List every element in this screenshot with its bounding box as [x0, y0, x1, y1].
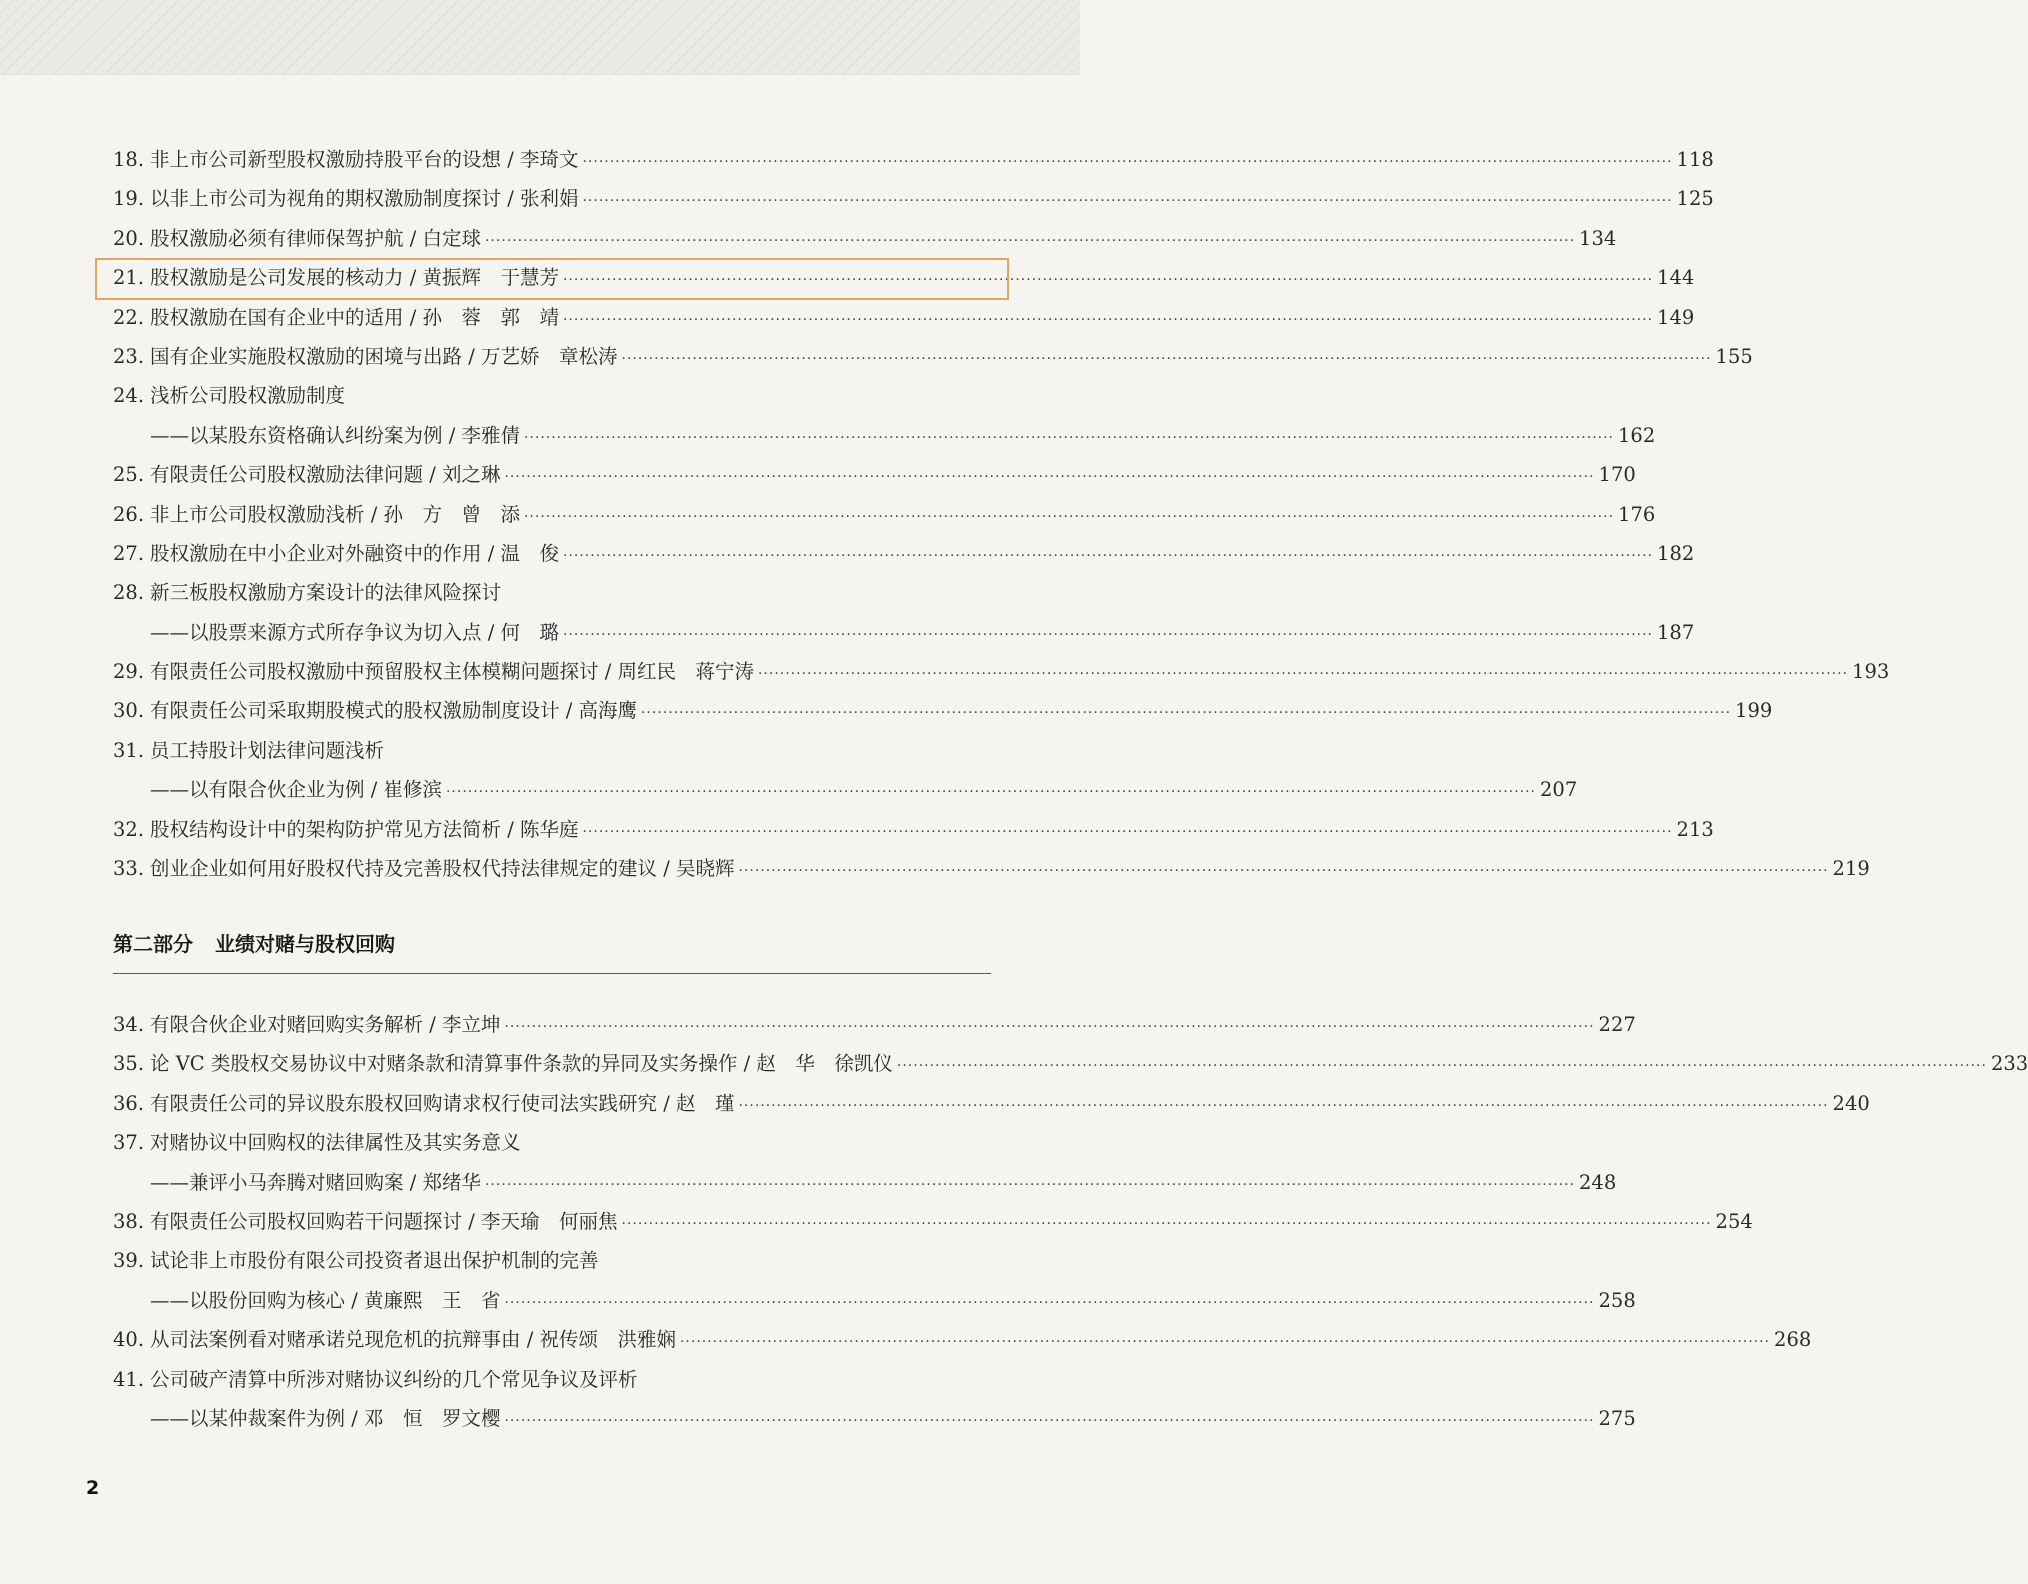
entry-title: 公司破产清算中所涉对赌协议纠纷的几个常见争议及评析 — [150, 1367, 638, 1391]
entry-page: 149 — [1657, 305, 1695, 329]
entry-page: 125 — [1676, 187, 1714, 211]
entry-number: 38. — [113, 1209, 145, 1233]
entry-title: 有限责任公司采取期股模式的股权激励制度设计 / 高海鹰 — [150, 699, 637, 723]
entry-page: 176 — [1618, 502, 1656, 526]
entry-subtitle: ——兼评小马奔腾对赌回购案 / 郑绪华 — [150, 1170, 481, 1194]
entry-number: 34. — [113, 1013, 145, 1036]
toc-entry — [113, 731, 991, 770]
entry-title: 新三板股权激励方案设计的法律风险探讨 — [150, 581, 502, 605]
entry-title: 有限责任公司股权回购若干问题探讨 / 李天瑜 何丽焦 — [150, 1209, 618, 1233]
entry-number: 22. — [113, 305, 145, 329]
entry-page: 213 — [1676, 817, 1714, 841]
entry-page: 227 — [1598, 1013, 1636, 1036]
toc-entry — [113, 219, 1617, 258]
entry-page: 275 — [1598, 1406, 1636, 1430]
entry-title: 非上市公司新型股权激励持股平台的设想 / 李琦文 — [150, 148, 579, 171]
entry-page: 248 — [1579, 1170, 1617, 1194]
toc-entry — [113, 1399, 1636, 1438]
toc-entry — [113, 1202, 1753, 1241]
entry-title: 股权激励是公司发展的核动力 / 黄振辉 于慧芳 — [150, 266, 559, 290]
toc-list-part1 — [113, 140, 1890, 888]
toc-entry — [113, 652, 1890, 691]
entry-number: 25. — [113, 463, 145, 487]
entry-title: 国有企业实施股权激励的困境与出路 / 万艺娇 章松涛 — [150, 344, 618, 368]
entry-page: 182 — [1657, 541, 1695, 565]
entry-number: 37. — [113, 1131, 145, 1155]
entry-title: 对赌协议中回购权的法律属性及其实务意义 — [150, 1131, 521, 1155]
entry-page: 254 — [1715, 1209, 1753, 1233]
entry-number: 27. — [113, 541, 145, 565]
leader-dots: ········································································································································································································ — [504, 1412, 1595, 1429]
entry-subtitle: ——以股票来源方式所存争议为切入点 / 何 璐 — [150, 620, 559, 644]
entry-title: 以非上市公司为视角的期权激励制度探讨 / 张利娟 — [150, 187, 579, 211]
leader-dots: ········································································································································································································ — [484, 1176, 1576, 1193]
toc-entry — [113, 691, 1773, 730]
toc-entry — [113, 179, 1714, 218]
leader-dots: ········································································································································································································ — [445, 784, 1537, 801]
entry-number: 20. — [113, 226, 145, 250]
entry-title: 有限责任公司股权激励中预留股权主体模糊问题探讨 / 周红民 蒋宁涛 — [150, 660, 754, 684]
entry-subtitle: ——以有限合伙企业为例 / 崔修滨 — [150, 778, 442, 802]
entry-title: 试论非上市股份有限公司投资者退出保护机制的完善 — [150, 1249, 599, 1273]
entry-number: 36. — [113, 1091, 145, 1115]
toc-entry — [113, 1281, 1636, 1320]
entry-page: 187 — [1657, 620, 1695, 644]
leader-dots: ········································································································································································································ — [582, 154, 1673, 170]
entry-page: 199 — [1735, 699, 1773, 723]
toc-entry — [113, 1123, 991, 1162]
toc-entry — [113, 1005, 1636, 1044]
entry-number: 39. — [113, 1249, 145, 1273]
entry-title: 有限责任公司股权激励法律问题 / 刘之琳 — [150, 463, 501, 487]
entry-page: 233 — [1990, 1052, 2028, 1076]
entry-title: 论 VC 类股权交易协议中对赌条款和清算事件条款的异同及实务操作 / 赵 华 徐凯仪 — [150, 1052, 893, 1076]
leader-dots: ········································································································································································································ — [738, 863, 1829, 880]
leader-dots: ········································································································································································································ — [562, 311, 1654, 328]
toc-entry — [113, 534, 1695, 573]
entry-page: 144 — [1657, 266, 1695, 290]
toc-entry — [113, 495, 1656, 534]
entry-number: 24. — [113, 384, 145, 408]
leader-dots: ········································································································································································································ — [582, 823, 1673, 840]
entry-page: 155 — [1715, 344, 1753, 368]
entry-number: 29. — [113, 660, 145, 684]
entry-number: 21. — [113, 266, 145, 290]
toc-entry — [113, 416, 1656, 455]
leader-dots: ········································································································································································································ — [562, 272, 1654, 289]
page-number: 2 — [86, 1477, 100, 1499]
leader-dots: ········································································································································································································ — [757, 666, 1849, 683]
entry-number: 41. — [113, 1367, 145, 1391]
toc-entry — [113, 1163, 1617, 1202]
toc-entry — [113, 810, 1714, 849]
leader-dots: ········································································································································································································ — [640, 705, 1732, 722]
entry-title: 有限责任公司的异议股东股权回购请求权行使司法实践研究 / 赵 瑾 — [150, 1091, 735, 1115]
leader-dots: ········································································································································································································ — [582, 193, 1673, 210]
toc-entry — [113, 1320, 1812, 1359]
entry-title: 股权激励在中小企业对外融资中的作用 / 温 俊 — [150, 541, 559, 565]
entry-title: 从司法案例看对赌承诺兑现危机的抗辩事由 / 祝传颂 洪雅娴 — [150, 1328, 676, 1352]
toc-entry — [113, 573, 991, 612]
entry-page: 193 — [1852, 660, 1890, 684]
toc-entry — [113, 298, 1695, 337]
entry-subtitle: ——以某仲裁案件为例 / 邓 恒 罗文樱 — [150, 1406, 501, 1430]
entry-number: 32. — [113, 817, 145, 841]
toc-entry-highlighted — [113, 258, 1695, 297]
entry-title: 创业企业如何用好股权代持及完善股权代持法律规定的建议 / 吴晓辉 — [150, 857, 735, 881]
entry-number: 40. — [113, 1328, 145, 1352]
leader-dots: ········································································································································································································ — [896, 1058, 1987, 1075]
leader-dots: ········································································································································································································ — [621, 1215, 1712, 1232]
toc-entry — [113, 376, 991, 415]
leader-dots: ········································································································································································································ — [484, 232, 1576, 249]
leader-dots: ········································································································································································································ — [504, 469, 1595, 486]
toc-entry — [113, 613, 1695, 652]
section-title: 业绩对赌与股权回购 — [215, 932, 395, 956]
entry-title: 有限合伙企业对赌回购实务解析 / 李立坤 — [150, 1013, 501, 1036]
toc-entry — [113, 849, 1870, 888]
leader-dots: ········································································································································································································ — [504, 1294, 1595, 1311]
entry-page: 134 — [1579, 226, 1617, 250]
leader-dots: ········································································································································································································ — [523, 508, 1615, 525]
section-heading — [113, 928, 991, 957]
entry-number: 31. — [113, 738, 145, 762]
entry-number: 23. — [113, 344, 145, 368]
toc-entry — [113, 1084, 1870, 1123]
entry-number: 35. — [113, 1052, 145, 1076]
leader-dots: ········································································································································································································ — [523, 429, 1615, 446]
leader-dots: ········································································································································································································ — [504, 1019, 1595, 1035]
entry-number: 18. — [113, 148, 145, 171]
toc-entry — [113, 1044, 2028, 1083]
entry-page: 240 — [1832, 1091, 1870, 1115]
leader-dots: ········································································································································································································ — [621, 350, 1712, 367]
section-divider — [113, 973, 991, 974]
entry-subtitle: ——以股份回购为核心 / 黄廉熙 王 省 — [150, 1288, 501, 1312]
toc-list-part2 — [113, 1005, 2028, 1438]
entry-page: 207 — [1540, 778, 1578, 802]
leader-dots: ········································································································································································································ — [562, 547, 1654, 564]
section-label: 第二部分 — [113, 932, 193, 956]
entry-page: 170 — [1598, 463, 1636, 487]
entry-title: 股权激励在国有企业中的适用 / 孙 蓉 郭 靖 — [150, 305, 559, 329]
entry-title: 浅析公司股权激励制度 — [150, 384, 346, 408]
toc-entry — [113, 337, 1753, 376]
entry-page: 219 — [1832, 857, 1870, 881]
scan-top-band — [0, 0, 1080, 75]
leader-dots: ········································································································································································································ — [679, 1334, 1771, 1351]
leader-dots: ········································································································································································································ — [562, 626, 1654, 643]
entry-title: 股权结构设计中的架构防护常见方法简析 / 陈华庭 — [150, 817, 579, 841]
entry-subtitle: ——以某股东资格确认纠纷案为例 / 李雅倩 — [150, 423, 520, 447]
leader-dots: ········································································································································································································ — [738, 1097, 1829, 1114]
entry-page: 268 — [1774, 1328, 1812, 1352]
toc-entry — [113, 1241, 991, 1280]
entry-number: 30. — [113, 699, 145, 723]
toc-entry — [113, 1360, 991, 1399]
entry-number: 26. — [113, 502, 145, 526]
entry-title: 员工持股计划法律问题浅析 — [150, 738, 385, 762]
entry-title: 非上市公司股权激励浅析 / 孙 方 曾 添 — [150, 502, 520, 526]
toc-entry — [113, 770, 1578, 809]
entry-number: 33. — [113, 857, 145, 881]
entry-number: 28. — [113, 581, 145, 605]
entry-number: 19. — [113, 187, 145, 211]
entry-title: 股权激励必须有律师保驾护航 / 白定球 — [150, 226, 481, 250]
entry-page: 118 — [1676, 148, 1714, 171]
entry-page: 258 — [1598, 1288, 1636, 1312]
toc-entry — [113, 140, 1714, 179]
toc-entry — [113, 455, 1636, 494]
entry-page: 162 — [1618, 423, 1656, 447]
